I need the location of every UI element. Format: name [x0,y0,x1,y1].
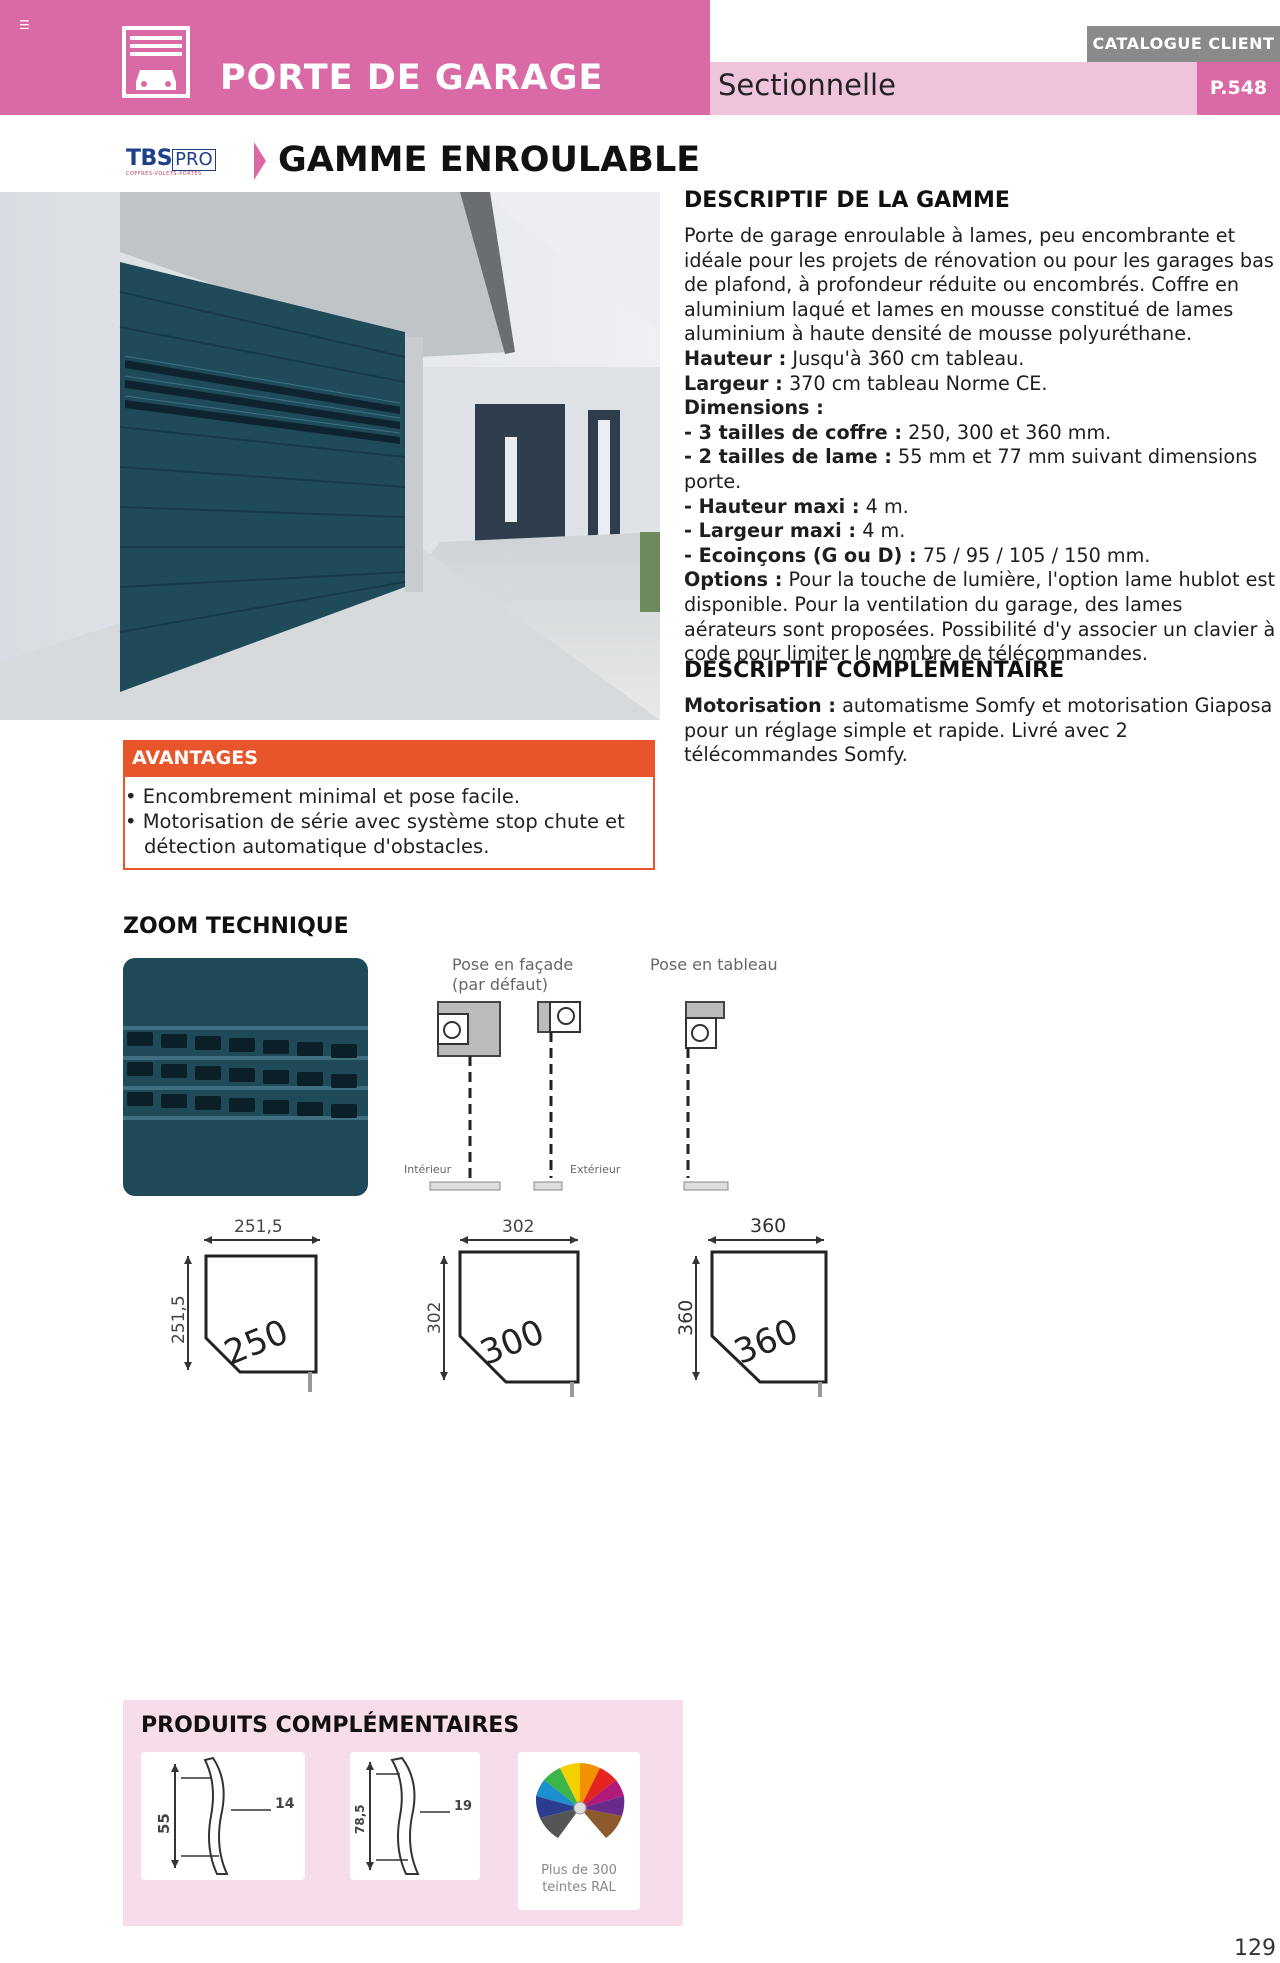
pose-facade-label: Pose en façade [452,955,574,974]
garage-icon [122,26,190,98]
slat-thickness-label: 19 [454,1799,473,1814]
box-width-label: 360 [750,1215,787,1237]
chevron-right-icon [252,140,268,182]
slat-55-card [141,1752,305,1880]
slat-78-card [350,1752,480,1880]
brand-logo [126,146,234,182]
slat-thickness-label: 14 [275,1796,295,1812]
slat-height-label: 78,5 [353,1804,367,1834]
page-number: 129 [1234,1936,1276,1961]
spec-row: - Ecoinçons (G ou D) : 75 / 95 / 105 / 150 mm. [684,543,1151,567]
description-intro: Porte de garage enroulable à lames, peu encombrante et idéale pour les projets de rénovation ou pour les garages bas de plafond, à profondeur réduite ou encombrés. Coffre en aluminium laqué et lames en mousse constitué de lames aluminium à haute densité de mousse polyuréthane. [684,224,1274,346]
advantages-list [125,784,645,859]
color-fan-icon [518,1752,640,1856]
advantages-title: AVANTAGES [123,740,655,777]
box-height-label: 302 [425,1301,445,1334]
page-title: PORTE DE GARAGE [220,58,604,98]
ral-colors-card [518,1752,640,1910]
list-item: • Motorisation de série avec système stop chute et détection automatique d'obstacles. [125,809,645,859]
page-subtitle: Sectionnelle [718,68,896,102]
exterieur-label: Extérieur [570,1163,621,1176]
garage-door-photo [0,192,660,720]
slat-height-label: 55 [155,1813,173,1834]
ral-label: Plus de 300 teintes RAL [541,1863,617,1895]
spec-row: - Hauteur maxi : 4 m. [684,494,909,518]
box-width-label: 302 [502,1217,535,1237]
products-title: PRODUITS COMPLÉMENTAIRES [141,1713,520,1738]
box-height-label: 251,5 [169,1295,189,1344]
complementary-text: Motorisation : automatisme Somfy et motorisation Giaposa pour un réglage simple et rapide. Livré avec 2 télécommandes Somfy. [684,694,1273,767]
spec-row: - 3 tailles de coffre : 250, 300 et 360 mm. [684,420,1112,444]
box-size-300 [425,1217,578,1397]
complementary-title: DESCRIPTIF COMPLÉMENTAIRE [684,658,1065,683]
brand-suffix: PRO [172,149,216,171]
spec-options: Options : Pour la touche de lumière, l'option lame hublot est disponible. Pour la ventilation du garage, des lames aérateurs sont proposées. Possibilité d'y associer un clavier à code pour limiter le nombre de télécommandes. [684,568,1276,666]
box-sizes-diagram [160,1212,840,1397]
slat-closeup-photo [123,958,368,1196]
installation-diagram [400,950,800,1210]
zoom-title: ZOOM TECHNIQUE [123,914,349,939]
spec-row: - Largeur maxi : 4 m. [684,519,906,543]
menu-icon: ☰ [19,18,30,32]
description-text [684,224,1280,667]
spec-hauteur: Hauteur : Jusqu'à 360 cm tableau. [684,346,1025,370]
box-size-value: 250 [218,1312,294,1374]
pose-tableau-label: Pose en tableau [650,955,778,974]
spec-row: - 2 tailles de lame : 55 mm et 77 mm suivant dimensions porte. [684,445,1258,493]
box-size-250 [169,1217,320,1392]
catalogue-badge: CATALOGUE CLIENT [1087,26,1280,62]
brand-tagline: COFFRES-VOLETS-PORTES [126,171,202,177]
box-size-value: 300 [474,1312,550,1374]
range-title: GAMME ENROULABLE [278,140,701,180]
box-width-label: 251,5 [234,1217,283,1237]
interieur-label: Intérieur [404,1163,452,1176]
pose-facade-note: (par défaut) [452,975,548,994]
page-reference: P.548 [1197,62,1280,115]
box-size-value: 360 [728,1311,804,1373]
spec-dimensions: Dimensions : [684,396,824,420]
box-size-360 [675,1215,826,1397]
description-title: DESCRIPTIF DE LA GAMME [684,188,1010,213]
box-height-label: 360 [675,1299,697,1336]
list-item: • Encombrement minimal et pose facile. [125,784,645,809]
spec-largeur: Largeur : 370 cm tableau Norme CE. [684,371,1048,395]
brand-name: TBS [126,146,173,171]
